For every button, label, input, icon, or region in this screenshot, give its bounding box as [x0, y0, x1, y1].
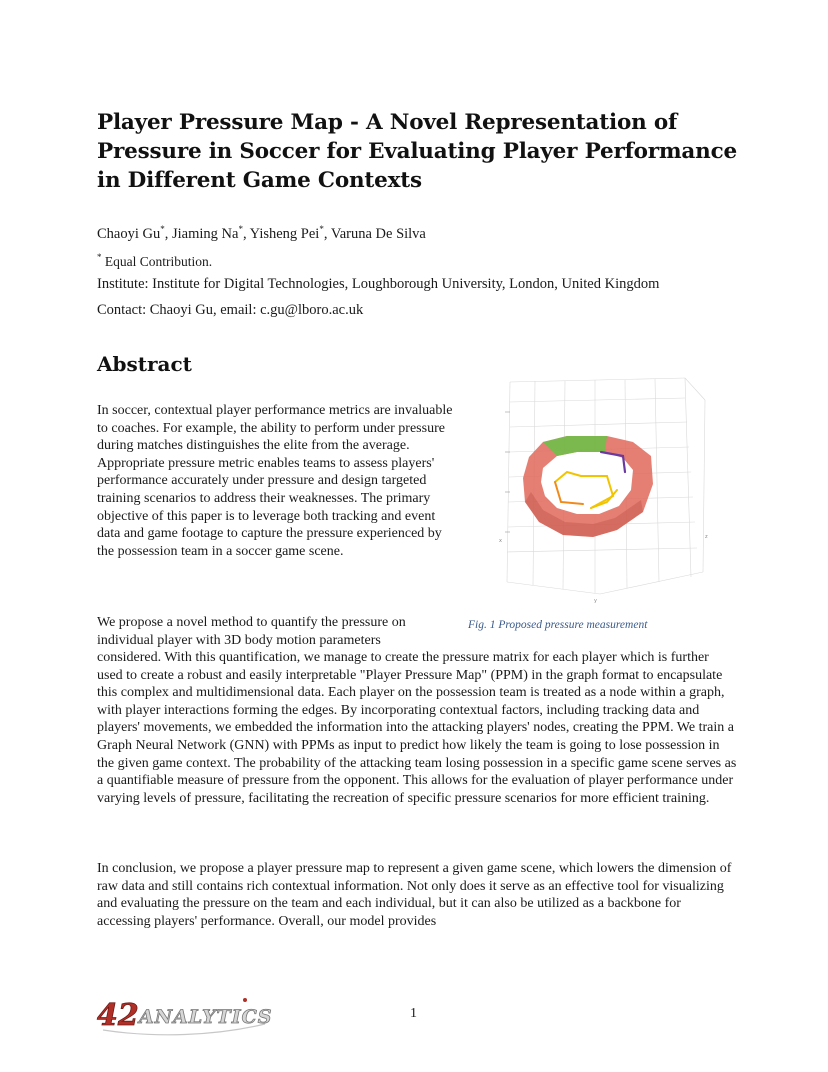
abstract-heading: Abstract [97, 352, 192, 376]
logo-word: ANALYTICS [139, 1006, 273, 1028]
axis-label-x: x [499, 538, 502, 544]
institute-line: Institute: Institute for Digital Technologies, Loughborough University, London, United Kingdom [97, 276, 660, 292]
logo-dot [243, 998, 247, 1002]
figure-caption: Fig. 1 Proposed pressure measurement [468, 619, 648, 631]
equal-contribution-text: Equal Contribution. [104, 254, 213, 269]
paper-title: Player Pressure Map - A Novel Representation of Pressure in Soccer for Evaluating Player Performance in Different Game Contexts [97, 110, 737, 193]
abstract-paragraph-1: In soccer, contextual player performance metrics are invaluable to coaches. For example, the ability to perform under pressure during matches distinguishes the elite from the average. Appropriate pressure metric enables teams to assess players' performance accurately under pressure and design targeted training scenarios to address their weaknesses. The primary objective of this paper is to leverage both tracking and event data and game footage to capture the pressure experienced by the possession team in a soccer game scene. [97, 403, 453, 559]
author-list: Chaoyi Gu*, Jiaming Na*, Yisheng Pei*, Varuna De Silva [97, 224, 426, 242]
abstract-paragraph-2-start: We propose a novel method to quantify the pressure on individual player with 3D body motion parameters [97, 615, 406, 648]
equal-contribution-mark: * [238, 224, 243, 234]
author-name: Varuna De Silva [330, 226, 426, 242]
author-name: Chaoyi Gu [97, 226, 161, 242]
pressure-ring-figure [495, 372, 720, 607]
axis-label-z: z [705, 534, 708, 540]
equal-contribution-mark: * [319, 224, 324, 234]
page-number: 1 [410, 1006, 417, 1021]
axis-label-y: y [594, 598, 597, 604]
author-name: Jiaming Na [171, 226, 239, 242]
author-name: Yisheng Pei [249, 226, 320, 242]
equal-contribution-mark: * [160, 224, 165, 234]
equal-contribution-mark: * [97, 252, 102, 262]
42-analytics-logo [95, 994, 275, 1038]
equal-contribution-note [97, 248, 212, 271]
logo-number: 42 [97, 998, 139, 1033]
abstract-paragraph-3: In conclusion, we propose a player pressure map to represent a given game scene, which lowers the dimension of raw data and still contains rich contextual information. Not only does it serve as an effective tool for visualizing and evaluating the pressure on the team and each individual, but it can also be utilized as a backbone for accessing players' performance. Overall, our model provides [97, 861, 732, 929]
abstract-paragraph-2-continued: considered. With this quantification, we manage to create the pressure matrix for each player which is further used to create a robust and easily interpretable "Player Pressure Map" (PPM) in the graph format to encapsulate this complex and multidimensional data. Each player on the possession team is treated as a node within a graph, with player interactions forming the edges. By incorporating contextual factors, including tracking data and players' movements, we embedded the information into the attacking players' nodes, creating the PPM. We train a Graph Neural Network (GNN) with PPMs as input to predict how likely the team is going to lose possession in the given game context. The probability of the attacking team losing possession in a specific game scene serves as a quantifiable measure of pressure from the opponent. This allows for the evaluation of player performance under varying levels of pressure, facilitating the recreation of specific pressure scenarios for more efficient training. [97, 650, 737, 806]
contact-line: Contact: Chaoyi Gu, email: c.gu@lboro.ac.uk [97, 302, 364, 318]
pressure-ring-green-segment [595, 436, 607, 452]
